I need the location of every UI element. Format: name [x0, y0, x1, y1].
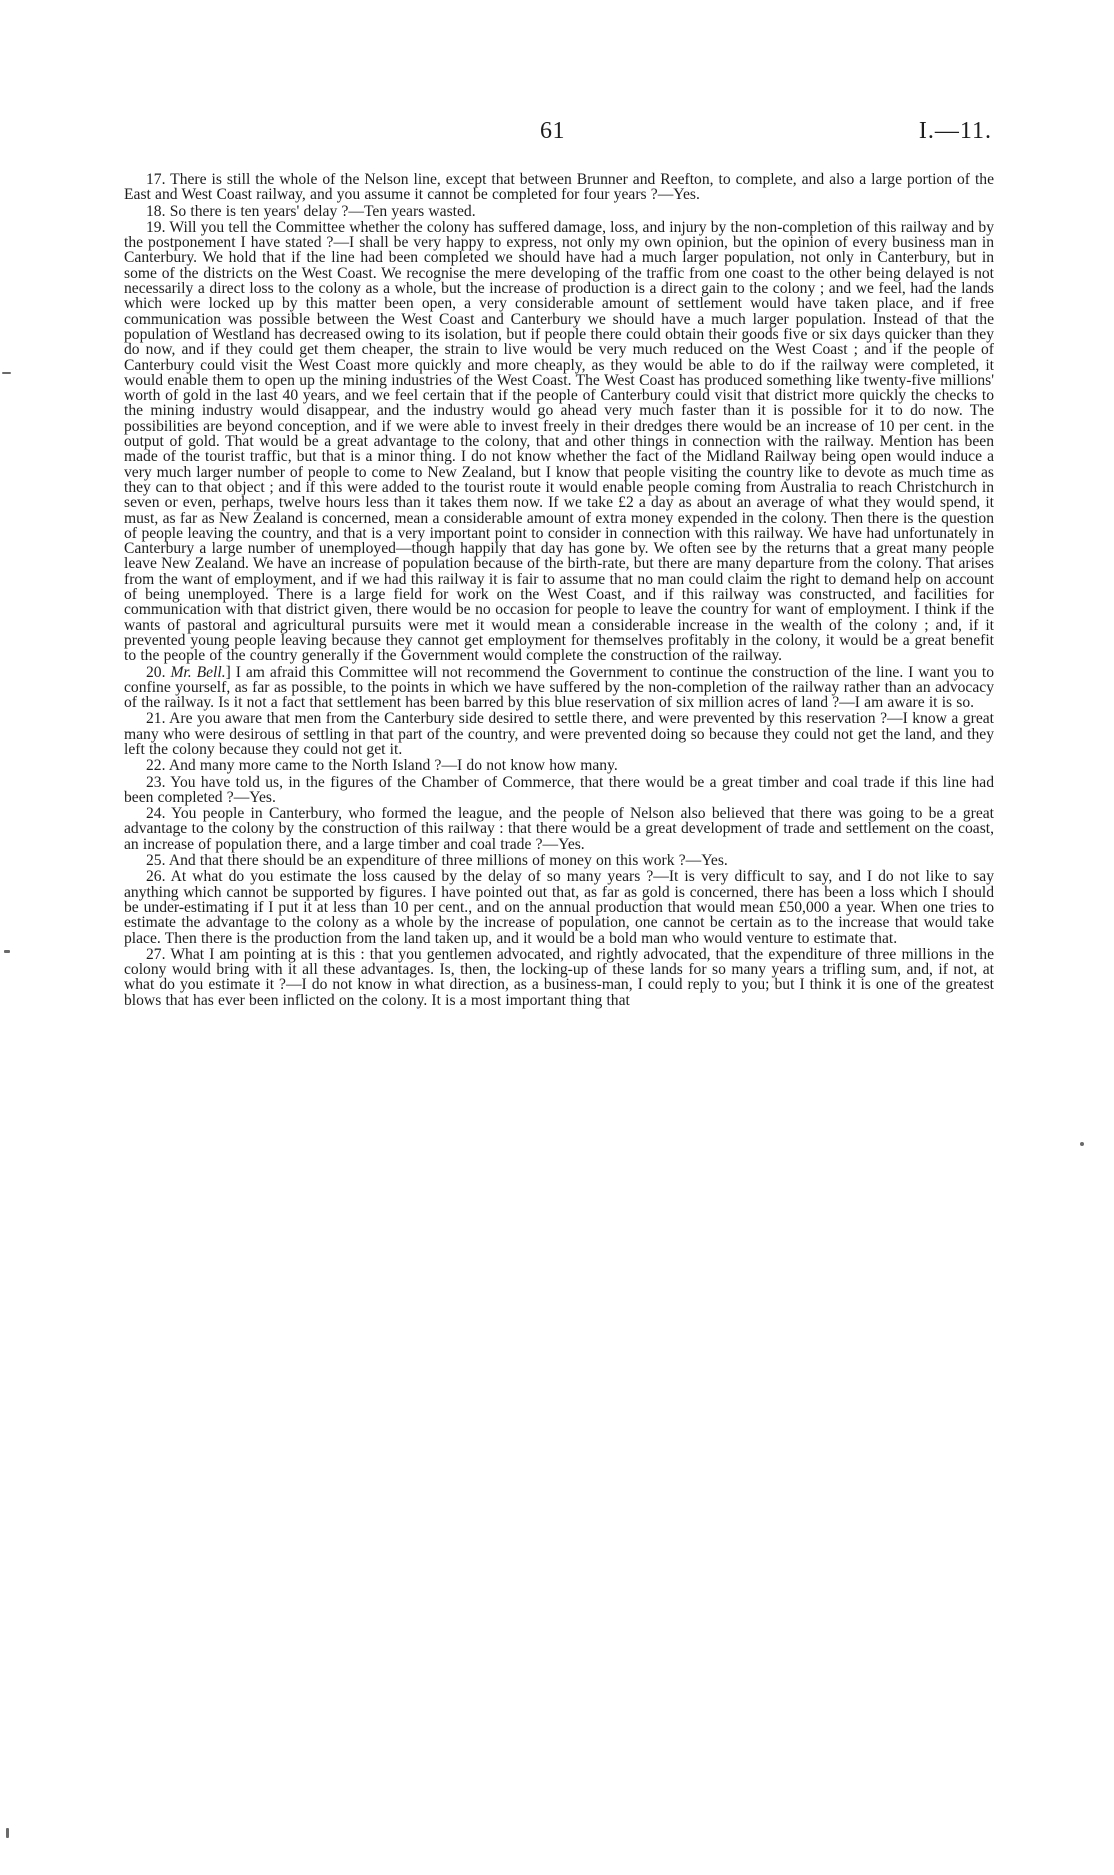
margin-scan-mark: [6, 1828, 9, 1838]
speaker-name: Mr. Bell.: [170, 663, 226, 681]
paragraph-27: 27. What I am pointing at is this : that you gentlemen advocated, and rightly advocated, that the expenditure of three millions in the colony would bring with it all these advantages. Is, then, the locking-up of these lands for so many years a trifling sum, and, if not, at what do you estimate it ?—I do not know in what direction, as a business-man, I could reply to you; but I think it is one of the greatest blows that has ever been inflicted on the colony. It is a most important thing that: [124, 945, 994, 1009]
paragraph-23: 23. You have told us, in the figures of the Chamber of Commerce, that there would be a great timber and coal trade if this line had been completed ?—Yes.: [124, 773, 994, 806]
page-number: 61: [540, 118, 565, 144]
series-mark: I.—11.: [918, 118, 992, 144]
page-header: [0, 118, 1114, 158]
margin-scan-mark: [4, 950, 10, 953]
paragraph-24: 24. You people in Canterbury, who formed the league, and the people of Nelson also believed that there was going to be a great advantage to the colony by the construction of this railway : that there would be a great development of trade and settlement on the coast, an increase of population there, and a large timber and coal trade ?—Yes.: [124, 805, 994, 853]
paragraph-19: 19. Will you tell the Committee whether the colony has suffered damage, loss, and injury by the non-completion of this railway and by the postponement I have stated ?—I shall be very happy to express, not only my own opinion, but the opinion of every business man in Canterbury. We hold that if the line had been completed we should have had a much larger population, not only in Canterbury, but in some of the districts on the West Coast. We recognise the mere developing of the traffic from one coast to the other being delayed is not necessarily a direct loss to the colony as a whole, but the increase of production is a direct gain to the colony ; and we feel, had the lands which were locked up by this matter been open, a very considerable amount of settlement would have taken place, and if free communication was possible between the West Coast and Canterbury we should have a much larger population. Instead of that the population of Westland has decreased owing to its isolation, but if people there could obtain their goods five or six days quicker than they do now, and if they could get them cheaper, the strain to live would be very much reduced on the West Coast ; and if the people of Canterbury could visit the West Coast more quickly and more cheaply, as they would be able to do if the railway were completed, it would enable them to open up the mining industries of the West Coast. The West Coast has produced something like twenty-five millions' worth of gold in the last 40 years, and we feel certain that if the people of Canterbury could visit that district more quickly the checks to the mining industry would disappear, and the industry would go ahead very much faster than it is possible for it to do now. The possibilities are beyond conception, and if we were able to invest freely in their dredges there would be an increase of 10 per cent. in the output of gold. That would be a great advantage to the colony, that and other things in connection with the railway. Mention has been made of the tourist traffic, but that is a minor thing. I do not know whether the fact of the Midland Railway being open would induce a very much larger number of people to come to New Zealand, but I know that people visiting the country like to devote as much time as they can to that object ; and if this were added to the tourist route it would enable people coming from Australia to reach Christchurch in seven or even, perhaps, twelve hours less than it takes them now. If we take £2 a day as about an average of what they would spend, it must, as far as New Zealand is concerned, mean a considerable amount of extra money expended in the colony. Then there is the question of people leaving the country, and that is a very important point to consider in connection with this railway. We have had unfortunately in Canterbury a large number of unemployed—though happily that day has gone by. We often see by the returns that a great many people leave New Zealand. We have an increase of population because of the birth-rate, but there are many departure from the colony. That arises from the want of employment, and if we had this railway it is fair to assume that no man could claim the right to demand help on account of being unemployed. There is a large field for work on the West Coast, and if this railway was constructed, and facilities for communication with that district given, there would be no occasion for people to leave the country for want of employment. I think if the wants of pastoral and agricultural pursuits were met it would mean a considerable increase in the wealth of the colony ; and, if it prevented young people leaving because they cannot get employment for themselves profitably in the colony, it would be a great benefit to the people of the country generally if the Government would complete the construction of the railway.: [124, 218, 994, 665]
margin-scan-mark: [1080, 1142, 1084, 1146]
paragraph-21: 21. Are you aware that men from the Canterbury side desired to settle there, and were prevented by this reservation ?—I know a great many who were desirous of settling in that part of the country, and were prevented doing so because they could not get the land, and they left the colony because they could not get it.: [124, 710, 994, 758]
paragraph-22: 22. And many more came to the North Island ?—I do not know how many.: [146, 757, 618, 775]
document-body: [124, 172, 994, 1009]
paragraph-20: [124, 665, 994, 711]
paragraph-18: 18. So there is ten years' delay ?—Ten years wasted.: [146, 202, 476, 220]
paragraph-text: ] I am afraid this Committee will not recommend the Government to continue the construction of the line. I want you to confine yourself, as far as possible, to the points in which we have suffered by the non-completion of the railway rather than an advocacy of the railway. Is it not a fact that settlement has been barred by this blue reservation of six million acres of land ?—I am aware it is so.: [124, 663, 994, 712]
paragraph-26: 26. At what do you estimate the loss caused by the delay of so many years ?—It is very difficult to say, and I do not like to say anything which cannot be supported by figures. I have pointed out that, as far as gold is concerned, there has been a loss which I should be under-estimating if I put it at less than 10 per cent., and on the annual production that would mean £50,000 a year. When one tries to estimate the advantage to the colony as a whole by the increase of population, one cannot be certain as to the increase that would take place. Then there is the production from the land taken up, and it would be a bold man who would venture to estimate that.: [124, 868, 994, 947]
margin-scan-mark: [2, 372, 11, 374]
paragraph-number: 20.: [146, 663, 166, 681]
paragraph-17: 17. There is still the whole of the Nelson line, except that between Brunner and Reefton, to complete, and also a large portion of the East and West Coast railway, and you assume it cannot be completed for four years ?—Yes.: [124, 171, 994, 204]
paragraph-25: 25. And that there should be an expenditure of three millions of money on this work ?—Yes.: [146, 852, 728, 870]
